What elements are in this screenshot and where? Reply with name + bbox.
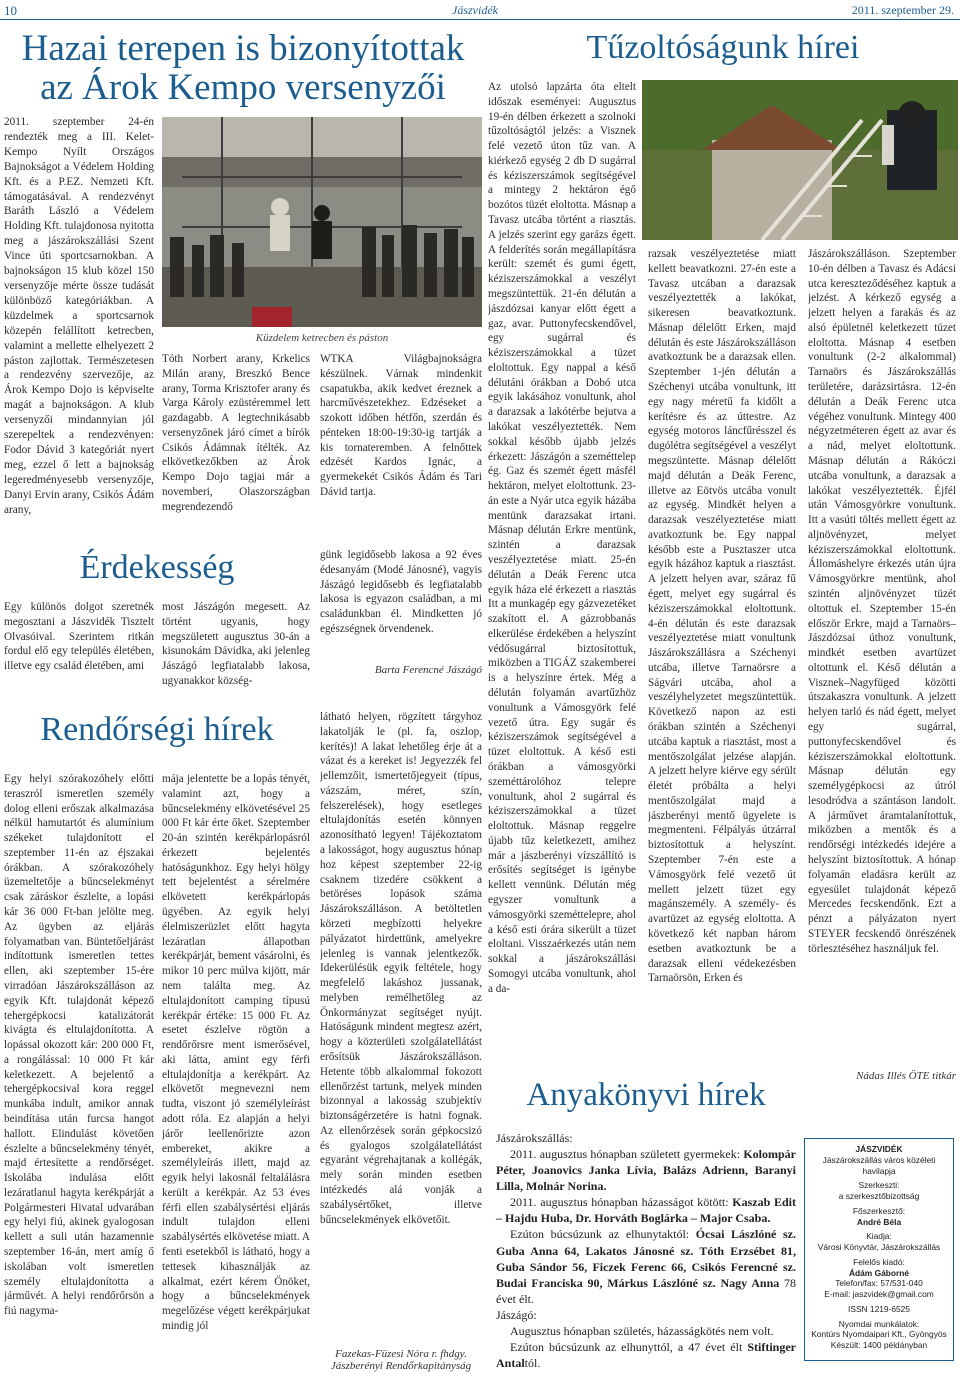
marriages-names: Kaszab Edit – Hajdu Huba, Dr. Horváth Boglárka – Major Csaba.	[496, 1195, 796, 1226]
karate-photo	[162, 117, 482, 327]
imprint-editor-label: Szerkeszti:	[858, 1180, 900, 1191]
karate-col1: 2011. szeptember 24-én rendezték meg a III. Kelet-Kempo Nyílt Országos Bajnokságot a Védelem Holding Kft. és a P.EZ. Nemzeti Kft. támogatásával. A rendezvényt Baráth László a Védelem Holding Kft. tulajdonosa nyitotta meg a jászárokszállási Szent Vince úti sportcsarnokban. A bajnokságon 15 klub közel 150 versenyzője mérte össze tudását különböző kategóriákban. A küzdelmek a sportcsarnok közepén felállított ketrecben, valamint a mellette elhelyezett 2 páston zajlottak. Természetesen a rendezvény szervezője, az Árok Kempo Dojo is képviselte magát a bajnokságon. A klub versenyzői mindannyian jól szerepeltek a rendezvényen: Fodor Dávid 3 kategóriát nyert meg, ezzel ő lett a bajnokság legeredményesebb versenyzője, Danyi Ervin arany, Csikós Ádám arany,	[4, 116, 154, 516]
rendorseg-signature: Fazekas-Füzesi Nóra r. fhdgy. Jászberényi Rendőrkapitányság	[330, 1348, 472, 1372]
imprint-box	[804, 1138, 954, 1361]
imprint-issn: ISSN 1219-6525	[848, 1303, 910, 1314]
anyakonyv-marriages	[496, 1194, 796, 1226]
imprint-subtitle: Jászárokszállás város közéleti havilapja	[822, 1154, 936, 1176]
erdekesseg-col1: Egy különös dolgot szeretnék megosztani a Jászvidék Tisztelt Olvasóival. Szerintem ritkán fordul elő egy település életében, illetve egy család életében, ami	[4, 601, 154, 673]
karate-photo-image	[162, 117, 482, 327]
anyakonyv-headline: Anyakönyvi hírek	[526, 1077, 766, 1113]
anyakonyv-place2: Jászágó:	[496, 1307, 537, 1322]
anyakonyv-body	[496, 1130, 796, 1371]
imprint-publisher: Városi Könyvtár, Jászárokszállás	[817, 1242, 941, 1252]
karate-headline	[4, 30, 482, 108]
erdekesseg-col2: most Jászágón megesett. Az történt ugyanis, hogy megszületett augusztus 30-án a kisunokám Dávidka, aki jelenleg Jászágó legfiatalabb lakosa, ugyanakkor község-	[162, 601, 310, 687]
karate-headline-line1: Hazai terepen is bizonyítottak	[21, 28, 465, 69]
karate-col2: Tóth Norbert arany, Krkelics Milán arany, Breszkó Bence arany, Torma Krisztofer arany és Varga Károly ezüstéremmel lett gazdagabb. A legtechnikásabb versenyzőnek járó címet a bírók Csikós Ádámnak ítélték. Az elkövetkezőkben az Árok Kempo Dojo tagjai már a novemberi, Olaszországban megrendezendő	[162, 353, 310, 513]
header-rule	[0, 19, 960, 20]
marriages-label: 2011. augusztus hónapban házasságot kötött:	[510, 1195, 733, 1210]
rendorseg-col1: Egy helyi szórakozóhely előtti teraszról ismeretlen személy dolog elleni erőszak alkalmazása nélkül hamutartót és alumínium székeket tulajdonított el szeptember 11-én az éjszakai órákban. A szórakozóhely üzemeltetője a bűncselekményt csak záráskor észlelte, a lopási kár 36 000 Ft-ban jelölte meg. Az ügyben az eljárás folyamatban van. Büntetőeljárást indítottunk ismeretlen tettes ellen, aki szeptember 15-ére virradóan Jászárokszálláson az egyik Kft. tulajdonát képező tehergépkocsi katalizátorát kivágta és eltulajdonította. A lopással okozott kár: 200 000 Ft, a rongálással: 10 000 Ft kár keletkezett. A bejelentő a tehergépkocsival kora reggel munkába indult, amikor annak beindítása után furcsa hangot hallott. Elindulást követően észlelte a bűncselekmény tényét, majd értesítette a rendőrséget. Iskolába indulása előtt lezáratlanul hagyta kerékpárját a Polgármesteri Hivatal udvarában egy helyi fiú, akinek gyalogosan kellett a suli után hazamennie szeptember 16-án, mert amíg ő iskolában volt ismeretlen személy eltulajdonította a járművét. A helyi rendőrőrsön a fiú nagyma-	[4, 773, 154, 1318]
karate-photo-caption: Küzdelem ketrecben és páston	[255, 332, 389, 344]
anyakonyv-jaszago-note: Augusztus hónapban születés, házasságkötés nem volt.	[510, 1323, 774, 1338]
anyakonyv-place1: Jászárokszállás:	[496, 1131, 573, 1145]
imprint-print-label: Nyomdai munkálatok:	[838, 1318, 920, 1329]
anyakonyv-deaths	[496, 1226, 796, 1306]
rendorseg-col2: mája jelentette be a lopás tényét, valamint azt, hogy a bűncselekmény elkövetésével 25 000 Ft kár érte őket. Szeptember 20-án szintén kerékpárlopásról érkezett bejelentés hatóságunkhoz. Egy helyi hölgy tett bejelentést a sérelmére elkövetett kerékpárlopás ügyében. Az egyik helyi élelmiszerüzlet előtt hagyta lezáratlan állapotban kerékpárját, bement vásárolni, és mikor 10 perc múlva kijött, már nem találta meg. Az eltulajdonított camping típusú kerékpár értéke: 15 000 Ft. Az esetet észlelve rögtön a rendőrőrsre ment ismerősével, aki látta, amint egy férfi eltulajdonítja a kerékpárt. Az elkövetőt megnevezni nem tudta, viszont jó személyleírást adott róla. Ez alapján a helyi járőr leellenőrizte azon embereket, akikre a személyleírás illett, majd az egyik helyi lakosnál feltalálásra került a kerékpár. Az 53 éves férfi ellen szabálysértési eljárás indult tulajdon elleni szabálysértés elkövetése miatt. A fenti esetekből is látható, hogy a tettesek kihasználják az alkalmat, ezért kérem Önöket, hogy a bűncselekmények megelőzése végett kerékpárjukat mindig jól	[162, 773, 310, 1332]
jaszago-death-tail: tól.	[524, 1356, 541, 1371]
imprint-responsible: Ádám Gáborné	[848, 1267, 910, 1278]
jaszago-death-label: Ezúton búcsúzunk az elhunyttól, a 47 évet élt	[510, 1340, 748, 1355]
page-header	[0, 0, 960, 20]
tuzolto-photo-image	[642, 80, 958, 240]
issue-date: 2011. szeptember 29.	[851, 3, 954, 17]
rendorseg-headline: Rendőrségi hírek	[40, 711, 274, 748]
imprint-editor-block	[807, 1180, 951, 1202]
jaszago-death-name: Stiftinger Antal	[496, 1340, 796, 1371]
anyakonyv-births	[496, 1146, 796, 1194]
tuzolto-signature: Nádas Illés ÖTE titkár	[856, 1070, 956, 1082]
tuzolto-col3: Jászárokszálláson. Szeptember 10-én délben a Tavasz és Adácsi utca kereszteződéséhez kaptuk a jelzést. A kérkező egység a jelzett helyen a farakás és az alsó épületnél keletkezett tüzet eloltotta. Másnap 4 esetben vonultunk (2-2 alkalommal) Tarnaörs és Jászárokszállás területére, darázsirtásra. 12-én délután a Deák Ferenc utca végéhez vonultunk. Mintegy 400 négyzetméteren égett az avar és a nád, melyet eloltottunk. Másnap délután a Rákóczi utcába vonultunk, a darazsak a lakókat veszélyeztették. Éjfél után Vámosgyörkre vonultunk. Itt a vasúti töltés mellett égett az aljnövényzet, melyet kéziszerszámokkal eloltottunk. Állomáshelyre érkezés után újra Vámosgyörkre mentünk, ahol szintén aljnövényzet tüzét oltottuk el. Szeptember 15-én először Erkre, majd a Tarnaörs–Jászdózsai úthoz vonultunk, mindkét esetben avartüzet oltottunk el. Késő délután a Visznek–Nagyfüged közötti útszakaszra vonultunk. A jelzett helyen tarló és nád égett, melyet egy sugárral, puttonyfecskendővel és kéziszerszámokkal eloltottunk. Másnap délután egy személygépkocsi az útról lesodródva a szántáson landolt. A járművet áramtalanítottuk, miközben a mentők és a rendőrségi intézkedés idejére a helyszínt biztosítottuk. A hónap folyamán eladásra került az egyesület tulajdonát képező Mercedes fecskendőnk. Ezt a pénzt a pályázaton nyert STEYER fecskendő önrészének törlesztéséhez használjuk fel.	[808, 248, 956, 955]
deaths-names: Ócsai Lászlóné sz. Guba Anna 64, Lakatos Jánosné sz. Tóth Erzsébet 81, Guba Sándor 56, Ficzek Ferenc 66, Csikós Ferencné sz. Budai Franciska 90, Márkus Lászlóné sz. Nagy Anna	[496, 1227, 796, 1290]
erdekesseg-col3: günk legidősebb lakosa a 92 éves édesanyám (Modé Jánosné), vagyis Jászágó legidősebb és legfiatalabb lakosa is egyazon családban, a mi családunkban él. Mindketten jó egészségnek örvendenek.	[320, 549, 482, 635]
erdekesseg-signature: Barta Ferencné Jászágó	[374, 664, 482, 676]
imprint-editor: a szerkesztőbizottság	[838, 1191, 920, 1201]
imprint-chief-block	[807, 1206, 951, 1228]
imprint-copies: Készült: 1400 példányban	[830, 1340, 928, 1350]
page-number: 10	[4, 3, 17, 18]
deaths-label: Ezúton búcsúzunk az elhunytaktól:	[510, 1227, 696, 1242]
deaths-tail: 78 évet élt.	[496, 1275, 796, 1306]
imprint-responsible-block	[807, 1257, 951, 1300]
imprint-responsible-label: Felelős kiadó:	[853, 1256, 905, 1267]
publication-name: Jászvidék	[452, 3, 498, 17]
tuzolto-col1: Az utolsó lapzárta óta eltelt időszak eseményei: Augusztus 19-én délben érkezett a szolnoki tűzoltóságtól jelzés: a Visznek felé vezető úton tűz van. A kiérkező egység 2 db D sugárral és kéziszerszámok segítségével a mintegy 2 hektáron égő bozótos tüzét eloltotta. Másnap a Tavasz utcába történt a riasztás. A jelzés szerint egy garázs égett. A felderítés során megállapításra került: szemét és gumi égett, kéziszerszámokkal a veszélyt megszüntettük. 21-én délután a jászdózsai kanyar előtt égett a gaz, avar. Puttonyfecskendővel, egy sugárral és kéziszerszámokkal a tüzet eloltottuk. Egy nappal a késő délutáni órákban a Dobó utca egyik lakásához vonultunk, ahol a darazsak a lakótérbe bejutva a lakókat veszélyeztették. Nem sokkal később újabb jelzés érkezett: Jászágón a szeméttelep ég. Gaz és szemét égett másfél hektáron, melyet eloltottunk. 23-án este a Nyár utca egyik házába mentünk darazsakat irtani. Másnap délután Erkre mentünk, szintén a darazsak veszélyeztetése miatt. 25-én délután a Deák Ferenc utca egyik háza elé érkezett a riasztás Itt a munkagép egy gázvezetéket szakított el. A gázrobbanás elkerülése érdekében a helyszínt védősugárral biztosítottuk, miközben a TIGÁZ szakemberei is a helyszínre értek. Még a délután folyamán avartűzhöz vonultunk a Vámosgyörk felé vezető útra. Egy sugár és kéziszerszámok segítségével a tüzet eloltottuk. A késő esti órákban a vámosgyörki szeméttárolóhoz telepre vonultunk, ahol 2 sugárral és kéziszerszámokkal a tüzet eloltottuk. Másnap reggelre újabb tűz keletkezett, amihez már a jászberényi vízszállító is erősítés segítséget is igénybe kellett vennünk. Délután még egyszer vonultunk a vámosgyörki szeméttelepre, ahol a késő esti órára sikerült a tüzet eloltani. Visszaérkezés után nem sokkal a jászárokszállási Somogyi utcába vonultunk, ahol a da-	[488, 81, 636, 995]
imprint-publisher-label: Kiadja:	[866, 1231, 892, 1242]
karate-col3: WTKA Világbajnokságra készülnek. Várnak mindenkit csapatukba, akik kedvet éreznek a harcművészetekhez. Edzéseket a szokott időben hétfőn, szerdán és pénteken 18:00-19:30-ig tartják a kis tornateremben. A felnőttek edzését Kardos Ignác, a gyermekekét Csikós Ádám és Tari Dávid tartja.	[320, 353, 482, 499]
imprint-publisher-block	[807, 1231, 951, 1253]
rendorseg-col3: látható helyen, rögzített tárgyhoz lakatolják le (pl. fa, oszlop, kerítés)! A lakat lehetőleg érje át a vázat és a kereket is! Jegyezzék fel jellemzőit, ismertetőjegyeit (típus, vázszám, méret, szín, felszerelések), hogy esetleges eltulajdonítás esetén könnyen azonosítható legyen! Tájékoztatom a lakosságot, hogy augusztus hónap hoz képest szeptember 22-ig csaknem tizedére csökkent a betöréses lopások száma Jászárokszálláson. A betöltetlen körzeti megbízotti helyekre pályázatot hirdettünk, amelyekre jelenleg is vannak jelentkezők. Idekerülésük egyik feltétele, hogy megfelelő lakáshoz jussanak, melyben remélhetőleg az Önkormányzat segítséget nyújt. Hatóságunk mindent megtesz azért, hogy a közterületi szolgálatellátást erősítsük Jászárokszálláson. Hetente több alkalommal fokozott ellenőrzést tartunk, melyek minden bizonnyal a lakosság szubjektív biztonságérzetére is hatni fognak. Az ellenőrzések során gépkocsizó és gyalogos szolgálatellátást egyaránt végrehajtanak a kollégák, mely során minden esetben intézkedés alá vonják a szabálysértőket, illetve bűncselekmények elkövetőit.	[320, 711, 482, 1226]
tuzolto-photo	[642, 80, 958, 240]
erdekesseg-headline: Érdekesség	[79, 549, 235, 586]
births-names: Kolompár Péter, Joanovics Janka Lívia, Balázs Adrienn, Baranyi Lilla, Molnár Norina.	[496, 1147, 796, 1194]
anyakonyv-jaszago-death	[496, 1339, 796, 1371]
imprint-printer: Kontúrs Nyomdaipari Kft., Gyöngyös	[811, 1329, 947, 1340]
imprint-chief-label: Főszerkesztő:	[852, 1205, 906, 1216]
imprint-print-block	[807, 1319, 951, 1351]
tuzolto-col2: razsak veszélyeztetése miatt kellett beavatkozni. 27-én este a Tavasz utcában a darazsak veszélyeztették a lakókat, sikeresen beavatkoztunk. Másnap délelőtt Erken, majd délután és este Jászárokszálláson avatkoztunk be a darazsak ellen. Szeptember 1-jén délután a Széchenyi utcába vonultunk, itt egy nagy méretű fa kidőlt a kerítésre és az úttestre. Az egység motoros láncfűrésszel és dugólétra segítségével a veszélyt megszüntette. Másnap délelőtt majd délután a Deák Ferenc, illetve az Eötvös utcába vonult az egység. Mindkét helyen a darazsak veszélyeztetése miatt avatkoztunk be. Egy nappal később este a Pusztaszer utca egyik házához kaptuk a riasztást. A jelzett helyen avar, száraz fű égett, melyet egy sugárral és kéziszerszámokkal eloltottunk. 4-én délután és este darazsak veszélyeztetése miatt vonultunk Jászárokszállásra a Széchenyi utcába, illetve Tarnaörsre a Ságvári utcába, ahol a veszélyhelyzetet megszüntettük. Következő napon az esti órákban szintén a Széchenyi utcába kaptuk a riasztást, most a mentőszolgálat jelzése alapján. A jelzett helyre kiérve egy sérült életét próbálta a helyi mentőszolgálat majd a jászberényi mentő ügyelete is megmenteni. Félpályás útzárral biztosítottuk a helyszínt. Szeptember 7-én este a Vámosgyörk felé vezető út mellett jelzett tüzet egy magánszemély. A személy- és avartüzet az egység eloltotta. A következő két napban három esetben avatkoztunk be a darazsak elleni védekezésben Tarnaörsön, Erken és	[648, 248, 796, 985]
imprint-name: JÁSZVIDÉK	[855, 1144, 903, 1154]
births-label: 2011. augusztus hónapban született gyermekek:	[510, 1147, 744, 1162]
tuzolto-headline: Tűzoltóságunk hírei	[586, 29, 860, 66]
imprint-title	[807, 1144, 951, 1176]
imprint-chief: André Béla	[856, 1216, 902, 1227]
imprint-email: E-mail: jaszvidek@gmail.com	[824, 1289, 934, 1299]
karate-headline-line2: az Árok Kempo versenyzői	[40, 66, 446, 108]
imprint-phone: Telefon/fax: 57/531-040	[835, 1278, 923, 1289]
